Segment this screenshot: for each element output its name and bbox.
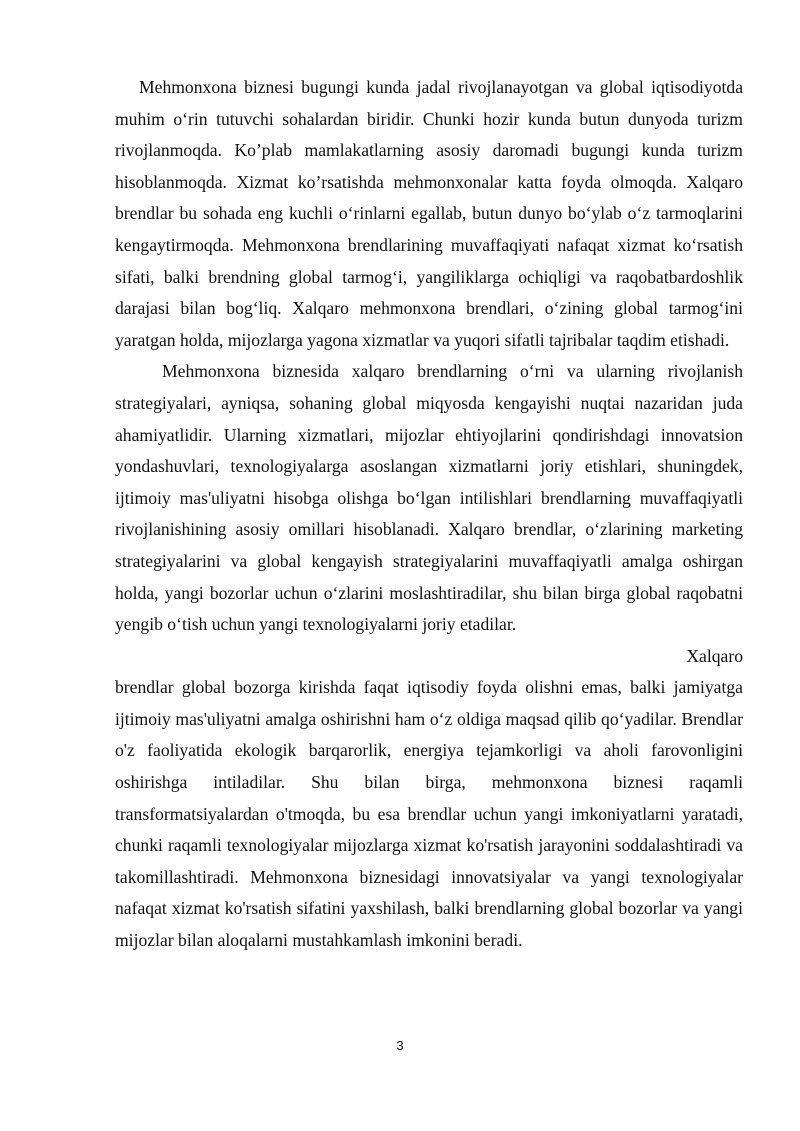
- paragraph-brands-role: Mehmonxona biznesida xalqaro brendlarning o‘rni va ularning rivojlanish strategiyalari, ayniqsa, sohaning global miqyosda kengayishi nuqtai nazaridan juda ahamiyatlidir. Ularning xizmatlari, mijozlar ehtiyojlarini qondirishdagi innovatsion yondashuvlari, texnologiyalarga asoslangan xizmatlarni joriy etishlari, shuningdek, ijtimoiy mas'uliyatni hisobga olishga bo‘lgan intilishlari brendlarning muvaffaqiyatli rivojlanishining asosiy omillari hisoblanadi. Xalqaro brendlar, o‘zlarining marketing strategiyalarini va global kengayish strategiyalarini muvaffaqiyatli amalga oshirgan holda, yangi bozorlar uchun o‘zlarini moslashtiradilar, shu bilan birga global raqobatni yengib o‘tish uchun yangi texnologiyalarni joriy etadilar.: [115, 361, 743, 635]
- paragraph-social-responsibility: brendlar global bozorga kirishda faqat iqtisodiy foyda olishni emas, balki jamiyatga ijtimoiy mas'uliyatni amalga oshirishni ham o‘z oldiga maqsad qilib qo‘yadilar. Brendlar o'z faoliyatida ekologik barqarorlik, energiya tejamkorligi va aholi farovonligini oshirishga intiladilar. Shu bilan birga, mehmonxona biznesi raqamli transformatsiyalardan o'tmoqda, bu esa brendlar uchun yangi imkoniyatlarni yaratadi, chunki raqamli texnologiyalar mijozlarga xizmat ko'rsatish jarayonini soddalashtiradi va takomillashtiradi. Mehmonxona biznesidagi innovatsiyalar va yangi texnologiyalar nafaqat xizmat ko'rsatish sifatini yaxshilash, balki brendlarning global bozorlar va yangi mijozlar bilan aloqalarni mustahkamlash imkonini beradi.: [115, 677, 743, 951]
- document-page: [115, 72, 743, 957]
- paragraph-social-responsibility-first-word: Xalqaro: [686, 645, 743, 666]
- paragraph-intro: Mehmonxona biznesi bugungi kunda jadal rivojlanayotgan va global iqtisodiyotda muhim o‘rin tutuvchi sohalardan biridir. Chunki hozir kunda butun dunyoda turizm rivojlanmoqda. Ko’plab mamlakatlarning asosiy daromadi bugungi kunda turizm hisoblanmoqda. Xizmat ko’rsatishda mehmonxonalar katta foyda olmoqda. Xalqaro brendlar bu sohada eng kuchli o‘rinlarni egallab, butun dunyo bo‘ylab o‘z tarmoqlarini kengaytirmoqda. Mehmonxona brendlarining muvaffaqiyati nafaqat xizmat ko‘rsatish sifati, balki brendning global tarmog‘i, yangiliklarga ochiqligi va raqobatbardoshlik darajasi bilan bog‘liq. Xalqaro mehmonxona brendlari, o‘zining global tarmog‘ini yaratgan holda, mijozlarga yagona xizmatlar va yuqori sifatli tajribalar taqdim etishadi.: [115, 77, 743, 350]
- page-number: 3: [396, 1038, 404, 1053]
